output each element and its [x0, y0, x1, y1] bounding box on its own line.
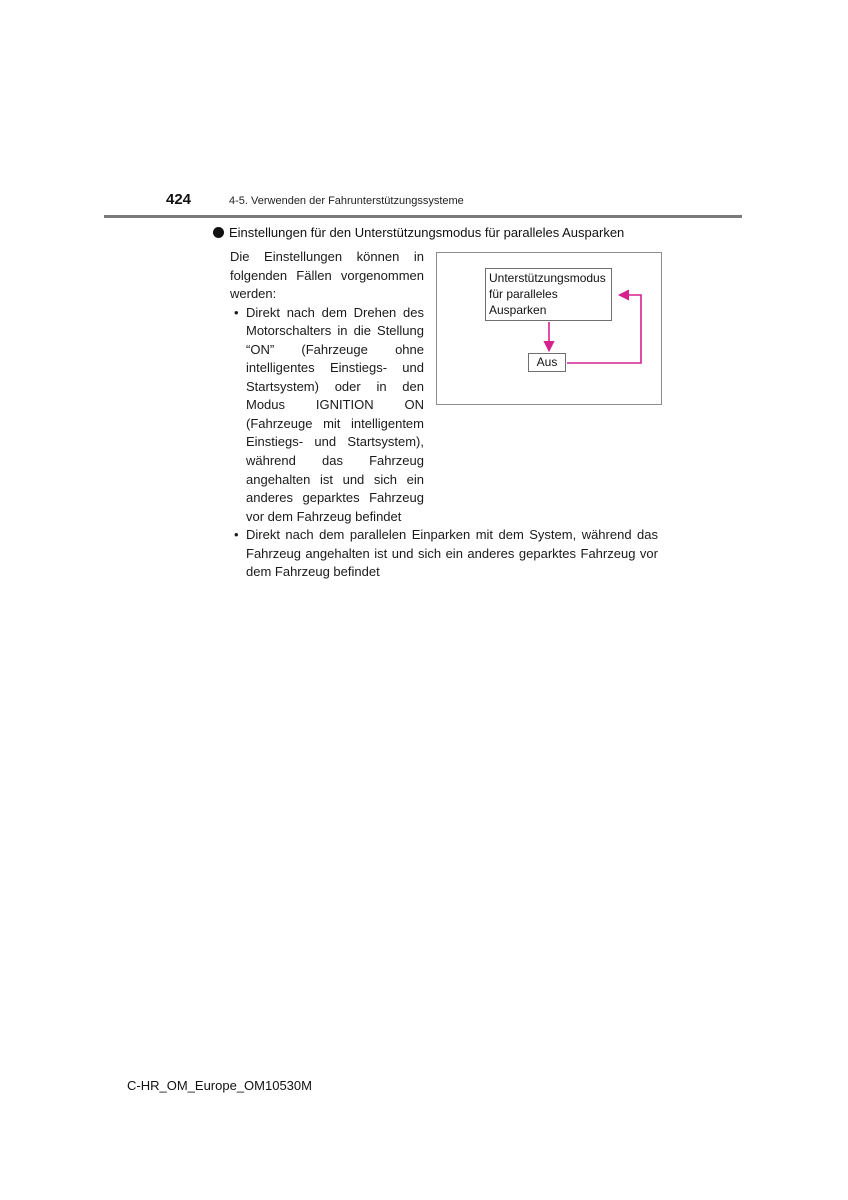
mode-box: Unterstützungsmodus für paralleles Ausparken	[485, 268, 612, 321]
list-item	[230, 304, 424, 527]
section-title: 4-5. Verwenden der Fahrunterstützungssysteme	[229, 195, 464, 207]
section-heading-text: Einstellungen für den Unterstützungsmodus für paralleles Ausparken	[229, 225, 625, 240]
page-number: 424	[166, 191, 192, 208]
header-rule	[104, 215, 742, 218]
list-marker: •	[234, 527, 239, 542]
section-heading	[213, 224, 624, 242]
list-item	[230, 526, 658, 582]
list-item-text: Direkt nach dem parallelen Einparken mit dem System, während das Fahrzeug angehalten ist und sich ein anderes geparktes Fahrzeug vor dem Fahrzeug befindet	[246, 527, 658, 580]
intro-paragraph: Die Einstellungen können in folgenden Fällen vorgenommen werden:	[230, 249, 424, 302]
text-column	[230, 248, 424, 526]
bullet-dot-icon	[213, 227, 224, 238]
footer-doc-code: C-HR_OM_Europe_OM10530M	[127, 1078, 312, 1093]
list-marker: •	[234, 304, 239, 320]
wide-list	[230, 526, 658, 582]
off-box: Aus	[528, 353, 566, 372]
list-item-text: Direkt nach dem Drehen des Motorschalters in die Stellung “ON” (Fahrzeuge ohne intelligentes Einstiegs- und Startsystem) oder in den Modus IGNITION ON (Fahrzeuge mit intelligentem Einstiegs- und Startsystem), während das Fahrzeug angehalten ist und sich ein anderes geparktes Fahrzeug vor dem Fahrzeug befindet	[246, 304, 424, 524]
mode-diagram	[436, 252, 662, 405]
